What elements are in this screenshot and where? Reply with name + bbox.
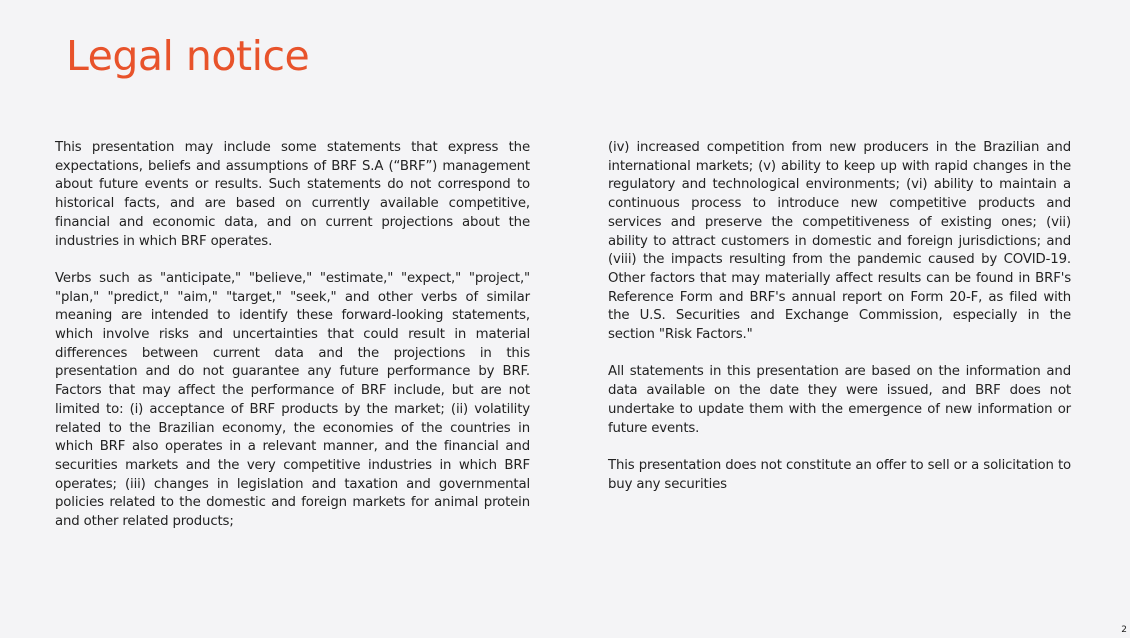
right-text-column [608, 139, 1071, 513]
page-number: 2 [1121, 625, 1127, 635]
paragraph: (iv) increased competition from new producers in the Brazilian and international markets; (v) ability to keep up with rapid changes in the regulatory and technological environments; (vi) ability to maintain a continuous process to introduce new competitive products and services and preserve the competitiveness of existing ones; (vii) ability to attract customers in domestic and foreign jurisdictions; and (viii) the impacts resulting from the pandemic caused by COVID-19. Other factors that may materially affect results can be found in BRF's Reference Form and BRF's annual report on Form 20-F, as filed with the U.S. Securities and Exchange Commission, especially in the section "Risk Factors." [608, 140, 1071, 343]
left-text-column [55, 139, 530, 550]
page-title: Legal notice [66, 32, 310, 80]
paragraph: All statements in this presentation are based on the information and data available on the date they were issued, and BRF does not undertake to update them with the emergence of new information or future events. [608, 364, 1071, 436]
paragraph: This presentation does not constitute an offer to sell or a solicitation to buy any securities [608, 457, 1071, 492]
paragraph: This presentation may include some statements that express the expectations, beliefs and assumptions of BRF S.A (“BRF”) management about future events or results. Such statements do not correspond to historical facts, and are based on currently available competitive, financial and economic data, and on current projections about the industries in which BRF operates. [55, 140, 530, 249]
paragraph: Verbs such as "anticipate," "believe," "estimate," "expect," "project," "plan," "predict," "aim," "target," "seek," and other verbs of similar meaning are intended to identify these forward-looking statements, which involve risks and uncertainties that could result in material differences between current data and the projections in this presentation and do not guarantee any future performance by BRF. Factors that may affect the performance of BRF include, but are not limited to: (i) acceptance of BRF products by the market; (ii) volatility related to the Brazilian economy, the economies of the countries in which BRF also operates in a relevant manner, and the financial and securities markets and the very competitive industries in which BRF operates; (iii) changes in legislation and taxation and governmental policies related to the domestic and foreign markets for animal protein and other related products; [55, 270, 530, 530]
